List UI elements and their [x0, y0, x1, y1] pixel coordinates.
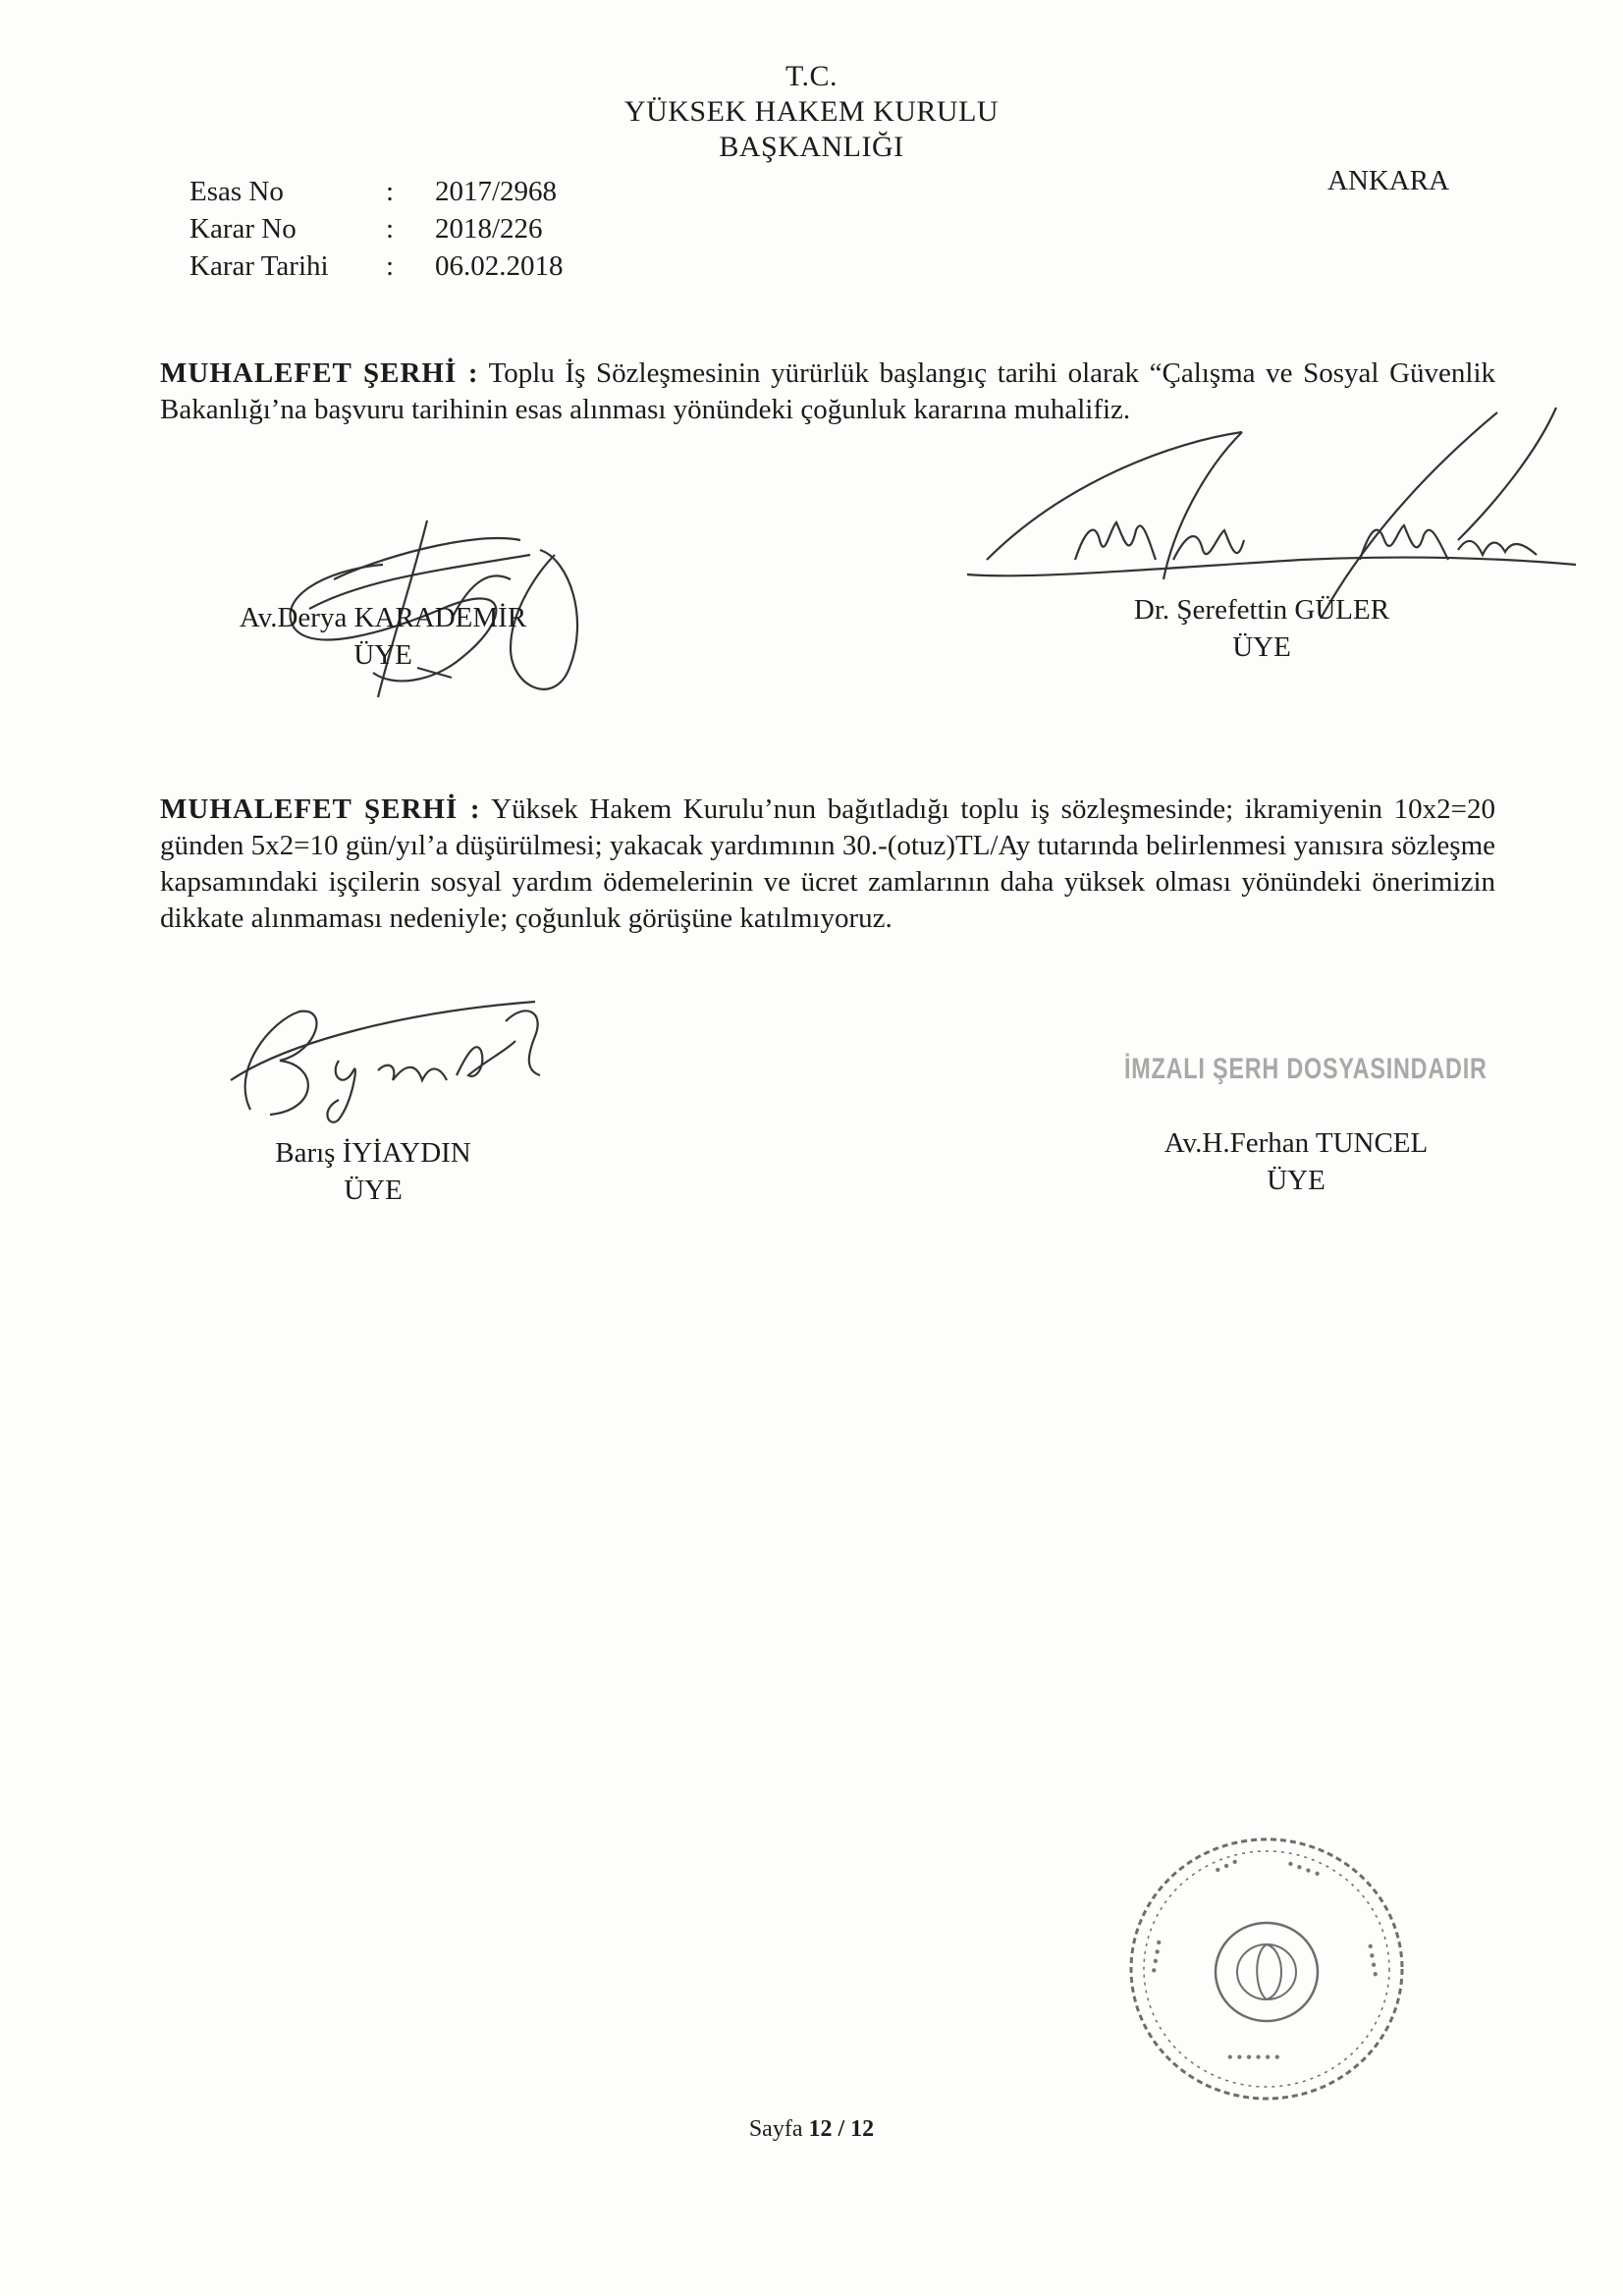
- case-info-table: [189, 173, 564, 285]
- dissent-text: Toplu İş Sözleşmesinin yürürlük başlangıç tarihi olarak “Çalışma ve Sosyal Güvenlik Bakanlığı’na başvuru tarihinin esas alınması yönündeki çoğunluk kararına muhalifiz.: [160, 357, 1496, 425]
- signatory-block: [1119, 1124, 1473, 1199]
- case-info-value: 06.02.2018: [435, 250, 564, 282]
- signature-iyiaydin: [211, 982, 574, 1129]
- signatory-name: Dr. Şerefettin GÜLER: [1133, 594, 1390, 626]
- signatory-name: Av.Derya KARADEMİR: [239, 602, 527, 633]
- signatory-block: [196, 1134, 550, 1209]
- case-info-row: [189, 173, 564, 210]
- case-info-label: Esas No: [189, 176, 284, 207]
- case-info-label: Karar No: [189, 213, 297, 245]
- signatory-role: ÜYE: [1267, 1165, 1325, 1196]
- official-seal: [1119, 1827, 1414, 2111]
- signatory-block: [1085, 591, 1438, 666]
- signatory-role: ÜYE: [1232, 631, 1291, 663]
- signatory-name: Barış İYİAYDIN: [275, 1137, 471, 1169]
- svg-text:• • • •: • • • •: [1361, 1941, 1383, 1979]
- svg-text:• • • •: • • • •: [1284, 1855, 1323, 1884]
- svg-text:• • •: • • •: [1212, 1853, 1242, 1880]
- dissent-heading: MUHALEFET ŞERHİ :: [160, 357, 479, 389]
- case-info-row: [189, 247, 564, 285]
- case-info-value: 2017/2968: [435, 176, 558, 207]
- signatory-block: [191, 599, 574, 674]
- page-sep: /: [838, 2116, 845, 2142]
- case-info-sep: :: [386, 176, 395, 207]
- case-info-sep: :: [386, 213, 395, 245]
- city-label: ANKARA: [1327, 165, 1450, 196]
- case-info-row: [189, 210, 564, 247]
- header-tc: T.C.: [784, 60, 839, 92]
- page-current: 12: [808, 2116, 833, 2142]
- header-institution: YÜKSEK HAKEM KURULU: [623, 95, 1000, 128]
- dissent-text: Yüksek Hakem Kurulu’nun bağıtladığı toplu iş sözleşmesinde; ikramiyenin 10x2=20 günden 5x2=10 gün/yıl’a düşürülmesi; yakacak yardımının 30.-(otuz)TL/Ay tutarında belirlenmesi yanısıra sözleşme kapsamındaki işçilerin sosyal yardım ödemelerinin ve ücret zamlarının daha yüksek olması yönündeki önerimizin dikkate alınmaması nedeniyle; çoğunluk görüşüne katılmıyoruz.: [160, 793, 1495, 934]
- case-info-label: Karar Tarihi: [189, 250, 329, 282]
- dissent-opinion-2: [160, 792, 1495, 937]
- svg-text:• • • •: • • • •: [1146, 1938, 1168, 1975]
- signed-dissent-stamp: İMZALI ŞERH DOSYASINDADIR: [1124, 1053, 1488, 1085]
- page-prefix: Sayfa: [748, 2116, 803, 2142]
- signatory-name: Av.H.Ferhan TUNCEL: [1163, 1127, 1429, 1159]
- signatory-role: ÜYE: [353, 639, 412, 671]
- case-info-sep: :: [386, 250, 395, 282]
- header-presidency: BAŞKANLIĞI: [719, 131, 904, 163]
- dissent-heading: MUHALEFET ŞERHİ :: [160, 793, 481, 825]
- page-total: 12: [850, 2116, 875, 2142]
- svg-text:• • • • • •: • • • • • •: [1227, 2050, 1280, 2066]
- signatory-role: ÜYE: [344, 1175, 403, 1206]
- page-number: [0, 2116, 1623, 2143]
- case-info-value: 2018/226: [435, 213, 543, 245]
